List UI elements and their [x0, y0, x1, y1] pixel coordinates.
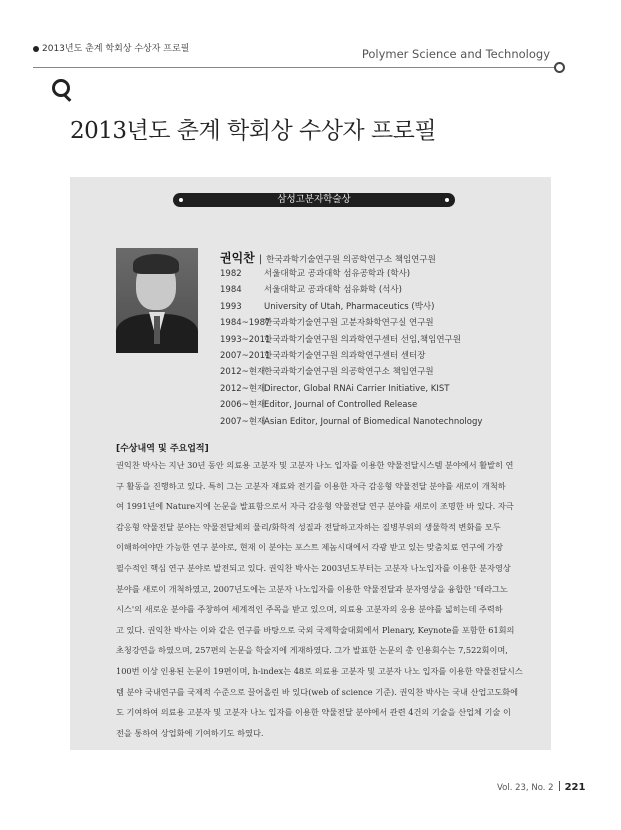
header-bullet-icon [33, 46, 39, 52]
title-magnifier-icon [52, 79, 70, 97]
career-item [220, 414, 482, 430]
award-badge [173, 193, 455, 207]
career-desc: Editor, Journal of Controlled Release [264, 400, 418, 411]
portrait-photo [116, 248, 198, 353]
career-desc: 한국과학기술연구원 의과학연구센터 센터장 [264, 350, 426, 361]
body-line: 100번 이상 인용된 논문이 19편이며, h-index는 48로 의료용 고분자 및 고분자 나노 입자를 이용한 약물전달시스 [116, 665, 523, 676]
career-item [220, 282, 482, 298]
body-line: 고 있다. 권익찬 박사는 이와 같은 연구를 바탕으로 국외 국제학술대회에서 Plenary, Keynote를 포함한 61회의 [116, 624, 515, 635]
career-year: 2012~현재 [220, 383, 266, 394]
footer-divider [559, 781, 560, 791]
achievements-heading: [수상내역 및 주요업적] [116, 444, 209, 454]
career-item [220, 315, 482, 331]
career-item [220, 332, 482, 348]
page-number: 221 [564, 782, 586, 793]
career-desc: University of Utah, Pharmaceutics (박사) [264, 301, 435, 312]
journal-name: Polymer Science and Technology [361, 47, 550, 61]
name-separator: | [258, 254, 263, 265]
body-line: 초청강연을 하였으며, 257편의 논문을 학술지에 게재하였다. 그가 발표한 논문의 총 인용회수는 7,522회이며, [116, 645, 508, 656]
career-desc: Director, Global RNAi Carrier Initiative, KIST [264, 383, 450, 394]
career-item [220, 364, 482, 380]
career-desc: 한국과학기술연구원 의과학연구센터 선임,책임연구원 [264, 334, 461, 345]
career-desc: 서울대학교 공과대학 섬유공학과 (학사) [264, 269, 411, 279]
career-year: 1984~1987 [220, 318, 271, 329]
running-title: 2013년도 춘계 학회상 수상자 프로필 [42, 44, 190, 54]
volume-info: Vol. 23, No. 2 [497, 783, 554, 793]
body-line: 여 1991년에 Nature지에 논문을 발표함으로서 자극 감응형 약물전달 연구 분야를 새로이 조명한 바 있다. 자극 [116, 501, 514, 512]
career-item [220, 299, 482, 315]
body-line: 권익찬 박사는 지난 30년 동안 의료용 고분자 및 고분자 나노 입자를 이용한 약물전달시스템 분야에서 활발히 연 [116, 460, 514, 470]
page-footer [497, 775, 585, 794]
career-desc: 한국과학기술연구원 고분자화학연구실 연구원 [264, 318, 434, 329]
name-row [220, 247, 436, 266]
career-item [220, 266, 482, 282]
career-desc: Asian Editor, Journal of Biomedical Nanotechnology [264, 416, 483, 427]
body-line: 필수적인 핵심 연구 분야로 발전되고 있다. 권익찬 박사는 2003년도부터는 고분자 나노입자를 이용한 분자영상 [116, 562, 511, 573]
achievements-body [116, 455, 523, 743]
career-list [220, 266, 482, 430]
profile-name: 권익찬 [220, 251, 255, 265]
career-desc: 서울대학교 공과대학 섬유화학 (석사) [264, 285, 402, 296]
page-title: 2013년도 춘계 학회상 수상자 프로필 [70, 118, 437, 144]
career-year: 2006~현재 [220, 400, 266, 411]
career-item [220, 348, 482, 364]
body-line: 도 기여하여 의료용 고분자 및 고분자 나노 입자를 이용한 약물전달 분야에서 관련 4건의 기술을 산업체 기술 이 [116, 707, 511, 718]
career-year: 1993 [220, 301, 242, 312]
body-line: 템 분야 국내연구를 국제적 수준으로 끌어올린 바 있다(web of science 기준). 권익찬 박사는 국내 산업고도화에 [116, 686, 518, 697]
profile-affiliation: 한국과학기술연구원 의공학연구소 책임연구원 [266, 255, 436, 265]
header-circle-icon [554, 62, 565, 73]
career-year: 1984 [220, 285, 242, 296]
body-line: 이해하여야만 가능한 연구 분야로, 현재 이 분야는 포스트 제놈시대에서 각광 받고 있는 맞춤치료 연구에 가장 [116, 542, 504, 553]
career-year: 2012~현재 [220, 367, 266, 378]
career-year: 1982 [220, 269, 242, 279]
body-line: 감응형 약물전달 분야는 약물전달체의 물리/화학적 성질과 전달하고자하는 질병부위의 생물학적 변화를 모두 [116, 521, 501, 532]
body-line: 시스'의 새로운 분야를 주창하여 세계적인 주목을 받고 있으며, 의료용 고분자의 응용 분야를 넓히는데 주력하 [116, 604, 503, 615]
header-divider [33, 67, 555, 68]
body-line: 구 활동을 진행하고 있다. 특히 그는 고분자 재료와 전기를 이용한 자극 감응형 약물전달 분야를 새로이 개척하 [116, 480, 506, 491]
title-magnifier-handle-icon [63, 93, 71, 101]
body-line: 전을 통하여 상업화에 기여하기도 하였다. [116, 727, 264, 738]
career-item [220, 381, 482, 397]
award-label: 삼성고분자학술상 [277, 194, 351, 205]
career-year: 2007~현재 [220, 416, 266, 427]
career-desc: 한국과학기술연구원 의공학연구소 책임연구원 [264, 367, 434, 378]
career-year: 1993~2011 [220, 334, 271, 345]
career-year: 2007~2011 [220, 350, 271, 361]
badge-dot-right-icon [445, 198, 449, 202]
career-item [220, 397, 482, 413]
body-line: 분야를 새로이 개척하였고, 2007년도에는 고분자 나노입자를 이용한 약물전달과 분자영상을 융합한 '테라그노 [116, 583, 508, 594]
